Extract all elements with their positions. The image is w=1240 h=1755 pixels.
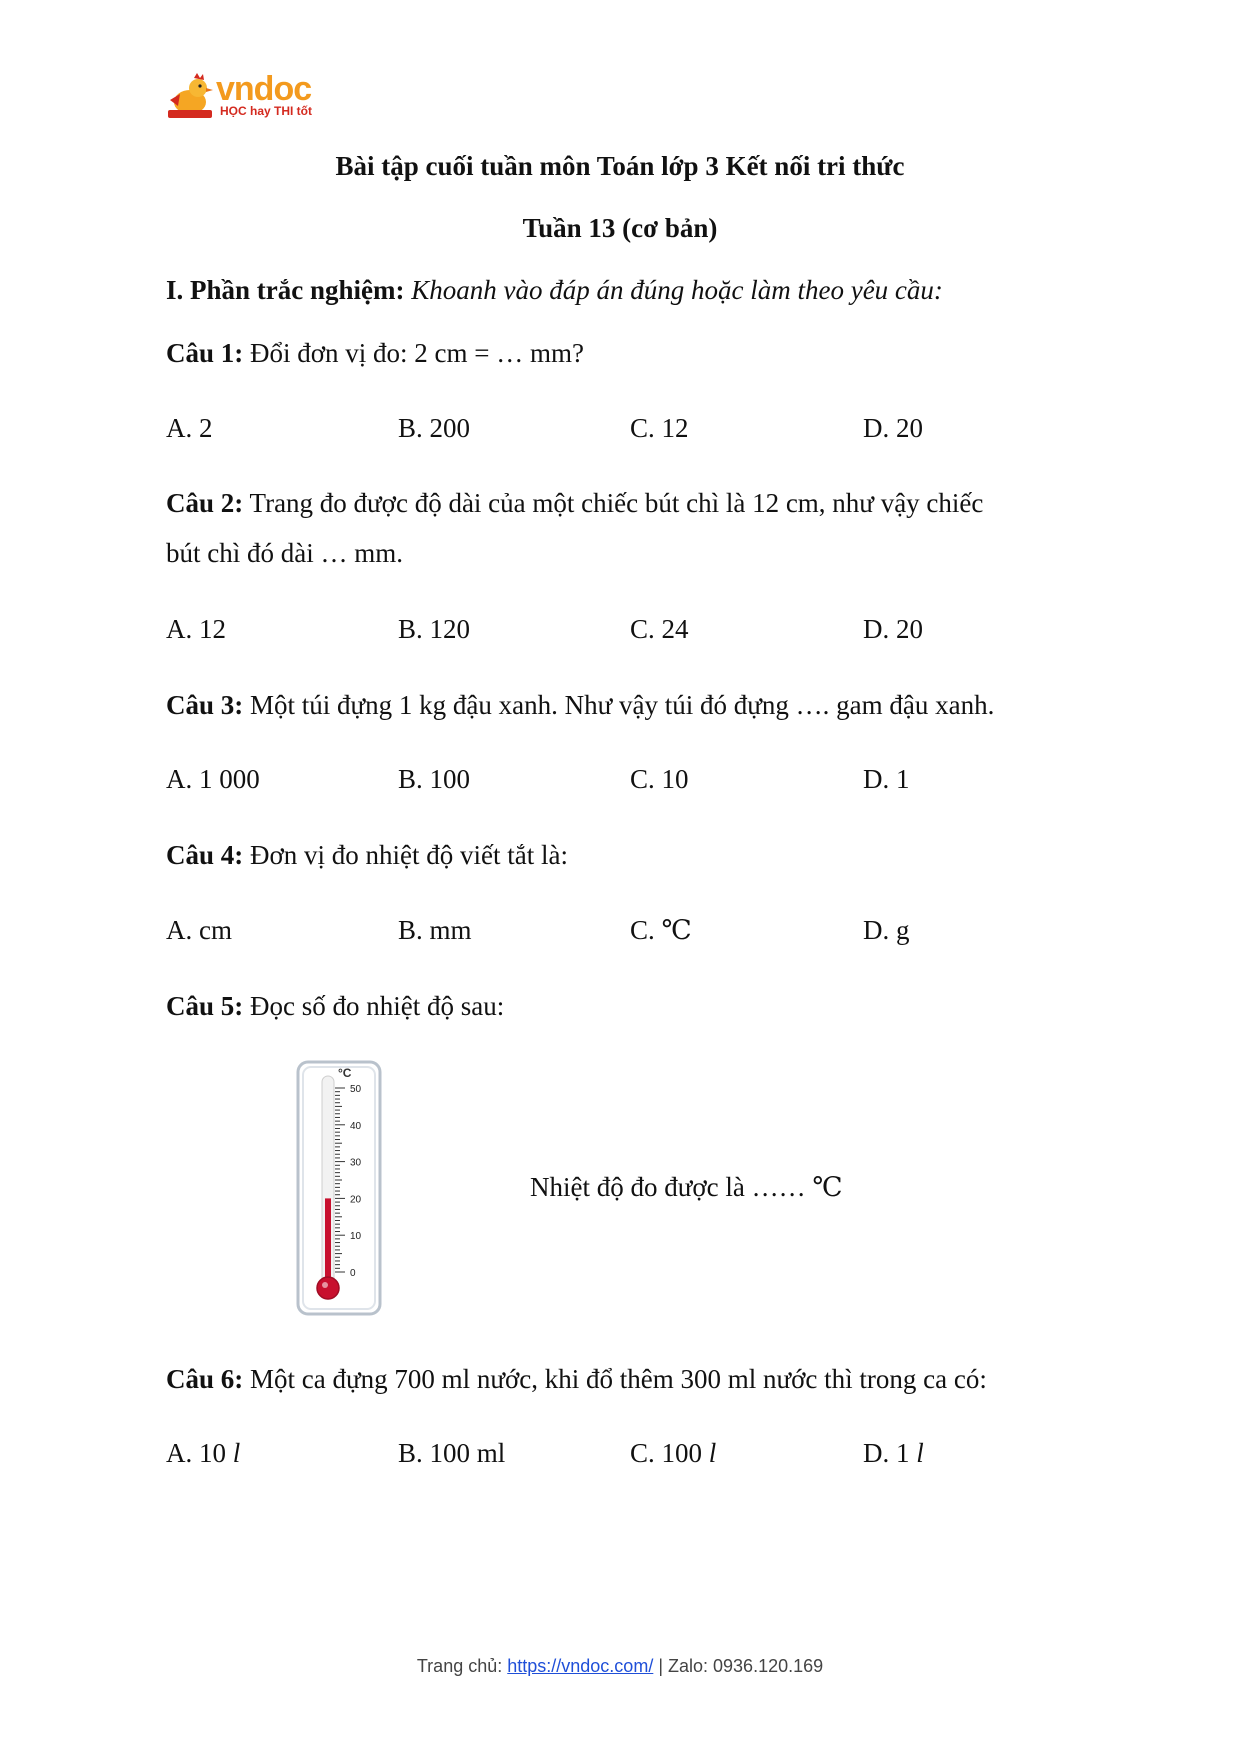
question-4 bbox=[166, 840, 568, 871]
footer-zalo: | Zalo: 0936.120.169 bbox=[653, 1656, 824, 1676]
footer-home-link[interactable]: https://vndoc.com/ bbox=[507, 1656, 654, 1676]
option-b: B. 200 bbox=[398, 413, 471, 443]
section-label: I. Phần trắc nghiệm: bbox=[166, 275, 405, 305]
section-heading bbox=[166, 275, 943, 306]
option-a: A. cm bbox=[166, 915, 232, 945]
thermometer-unit: °C bbox=[338, 1066, 352, 1080]
option-unit: l bbox=[232, 1438, 241, 1468]
thermometer-scale-label: 10 bbox=[350, 1231, 362, 1243]
question-label: Câu 2: bbox=[166, 488, 244, 518]
option-c bbox=[630, 1438, 716, 1469]
vndoc-logo bbox=[166, 72, 326, 124]
question-6 bbox=[166, 1364, 987, 1395]
question-5 bbox=[166, 991, 504, 1022]
option-d: D. g bbox=[863, 915, 910, 945]
logo-slogan: HỌC hay THI tốt bbox=[220, 104, 312, 118]
logo-wordmark: vndoc bbox=[216, 70, 312, 108]
thermometer-liquid bbox=[325, 1198, 331, 1282]
page-subtitle: Tuần 13 (cơ bản) bbox=[522, 213, 718, 243]
option-a: A. 1 000 bbox=[166, 764, 260, 794]
question-2 bbox=[166, 488, 983, 519]
question-text: Trang đo được độ dài của một chiếc bút chì là 12 cm, như vậy chiếc bbox=[249, 488, 984, 518]
option-text: C. 100 bbox=[630, 1438, 709, 1468]
question-label: Câu 4: bbox=[166, 840, 244, 870]
thermometer-frame bbox=[298, 1062, 380, 1314]
option-text: A. 10 bbox=[166, 1438, 233, 1468]
option-d: D. 1 bbox=[863, 764, 910, 794]
question-2-continued: bút chì đó dài … mm. bbox=[166, 538, 403, 568]
option-c: C. ℃ bbox=[630, 915, 692, 945]
footer-home-label: Trang chủ: bbox=[416, 1656, 508, 1676]
option-c: C. 24 bbox=[630, 614, 689, 644]
question-label: Câu 1: bbox=[166, 338, 244, 368]
page-title: Bài tập cuối tuần môn Toán lớp 3 Kết nối tri thức bbox=[335, 151, 905, 181]
thermometer-icon bbox=[296, 1060, 382, 1316]
option-c: C. 10 bbox=[630, 764, 689, 794]
question-text: Một túi đựng 1 kg đậu xanh. Như vậy túi đó đựng …. gam đậu xanh. bbox=[250, 690, 995, 720]
thermometer-scale-label: 30 bbox=[350, 1157, 362, 1169]
question-text: Đổi đơn vị đo: 2 cm = … mm? bbox=[250, 338, 584, 368]
option-unit: l bbox=[916, 1438, 924, 1468]
question-text: Đơn vị đo nhiệt độ viết tắt là: bbox=[250, 840, 568, 870]
question-label: Câu 6: bbox=[166, 1364, 244, 1394]
option-text: B. 100 ml bbox=[398, 1438, 506, 1468]
option-b: B. 120 bbox=[398, 614, 471, 644]
option-text: D. 1 bbox=[863, 1438, 917, 1468]
option-b bbox=[398, 1438, 505, 1469]
option-b: B. 100 bbox=[398, 764, 471, 794]
option-b: B. mm bbox=[398, 915, 472, 945]
option-d: D. 20 bbox=[863, 614, 923, 644]
option-a: A. 12 bbox=[166, 614, 226, 644]
question-1 bbox=[166, 338, 584, 369]
option-a: A. 2 bbox=[166, 413, 213, 443]
option-d bbox=[863, 1438, 924, 1469]
thermometer-scale-label: 50 bbox=[350, 1084, 362, 1095]
option-d: D. 20 bbox=[863, 413, 923, 443]
thermometer-bulb bbox=[317, 1277, 339, 1299]
question-text: Một ca đựng 700 ml nước, khi đổ thêm 300 ml nước thì trong ca có: bbox=[250, 1364, 987, 1394]
temperature-answer-line: Nhiệt độ đo được là …… ℃ bbox=[530, 1172, 843, 1202]
thermometer-scale-label: 40 bbox=[350, 1120, 362, 1132]
option-unit: l bbox=[708, 1438, 717, 1468]
question-label: Câu 3: bbox=[166, 690, 244, 720]
thermometer-scale-label: 20 bbox=[350, 1194, 362, 1206]
question-text: Đọc số đo nhiệt độ sau: bbox=[250, 991, 505, 1021]
page-footer bbox=[0, 1656, 1240, 1677]
question-label: Câu 5: bbox=[166, 991, 244, 1021]
thermometer-scale-label: 0 bbox=[350, 1268, 356, 1279]
section-instruction: Khoanh vào đáp án đúng hoặc làm theo yêu cầu: bbox=[411, 275, 943, 305]
thermometer-bulb-shine bbox=[322, 1282, 328, 1288]
option-c: C. 12 bbox=[630, 413, 689, 443]
question-3 bbox=[166, 690, 994, 721]
rooster-mascot-icon bbox=[166, 72, 216, 120]
option-a bbox=[166, 1438, 240, 1469]
